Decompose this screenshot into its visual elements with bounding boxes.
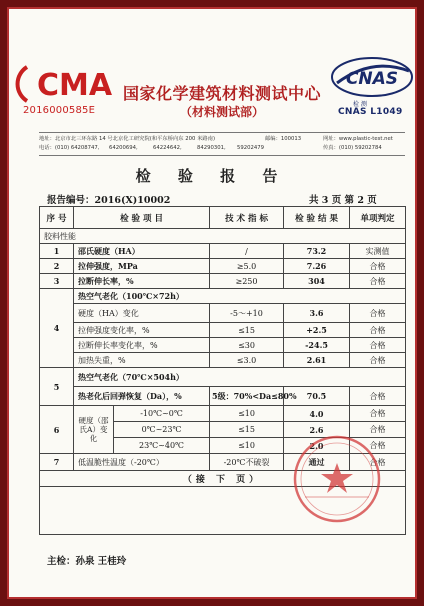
row-result: 3.6: [284, 304, 350, 323]
row-verdict: 合格: [350, 422, 406, 438]
row-group-heading: 热空气老化（70℃×504h）: [74, 368, 406, 387]
row-verdict: 合格: [350, 259, 406, 274]
report-page: [9, 9, 415, 597]
header-verdict: 单项判定: [350, 207, 406, 229]
row-item: 低温脆性温度（-20℃）: [74, 454, 210, 471]
header-no: 序 号: [40, 207, 74, 229]
phone-text-1: 电话：(010) 64208747,: [39, 145, 100, 151]
row-verdict: 合格: [350, 338, 406, 353]
organization-subtitle: （材料测试部）: [179, 105, 264, 119]
table-row: [40, 274, 406, 289]
row-item: 硬度（邵氏A）变化: [74, 406, 114, 454]
row-result: 2.6: [284, 422, 350, 438]
row-result: 73.2: [284, 244, 350, 259]
row-item: 硬度（HA）变化: [74, 304, 210, 323]
address-text: 地址：北京市北三环东路 14 号北京化工研究院(和平东桥向东 200 米路南): [39, 136, 216, 142]
row-spec: ≤10: [210, 438, 284, 454]
row-result: 2.0: [284, 438, 350, 454]
row-verdict: 合格: [350, 274, 406, 289]
table-row: [40, 387, 406, 406]
fax-text: 传真：(010) 59202784: [323, 145, 382, 151]
website-text: 网址：www.plastic-test.net: [323, 136, 393, 142]
row-subcondition: 23℃~40℃: [114, 438, 210, 454]
row-result: 304: [284, 274, 350, 289]
row-item: 拉断伸长率变化率，%: [74, 338, 210, 353]
postcode-text: 邮编：100013: [265, 136, 302, 142]
row-number: 1: [40, 244, 74, 259]
cnas-accreditation-code: CNAS L1049: [338, 107, 403, 117]
page-inner-border: [7, 7, 417, 599]
organization-title: 国家化学建筑材料测试中心: [122, 84, 321, 103]
row-spec: ≤15: [210, 323, 284, 338]
row-number: 5: [40, 368, 74, 406]
table-row: [40, 323, 406, 338]
row-result: 2.61: [284, 353, 350, 368]
row-result: 7.26: [284, 259, 350, 274]
row-verdict: 合格: [350, 304, 406, 323]
row-number: 4: [40, 289, 74, 368]
row-item: 拉断伸长率，%: [74, 274, 210, 289]
row-verdict: 合格: [350, 323, 406, 338]
row-item: 热老化后回弹恢复（Da），%: [74, 387, 210, 406]
row-result: +2.5: [284, 323, 350, 338]
row-spec: ≤10: [210, 406, 284, 422]
report-number: 报告编号：2016(X)10002: [47, 195, 171, 206]
row-subcondition: -10℃~0℃: [114, 406, 210, 422]
row-number: 7: [40, 454, 74, 471]
cma-certificate-code: 2016000585E: [23, 105, 96, 116]
phone-text-5: 59202479: [237, 145, 264, 151]
row-group-heading: 热空气老化（100℃×72h）: [74, 289, 406, 304]
row-number: 2: [40, 259, 74, 274]
row-spec: ≥5.0: [210, 259, 284, 274]
inspector-signature-line: 主检：孙泉 王桂玲: [47, 556, 127, 567]
table-row: [40, 244, 406, 259]
row-result: 4.0: [284, 406, 350, 422]
phone-text-2: 64200694,: [109, 145, 138, 151]
header-divider: [39, 132, 405, 133]
table-row: [40, 289, 406, 304]
table-header-row: [40, 207, 406, 229]
row-verdict: 合格: [350, 454, 406, 471]
row-verdict: 实测值: [350, 244, 406, 259]
cnas-caption: 检 测: [353, 101, 367, 108]
page-indicator: 共 3 页 第 2 页: [309, 195, 377, 206]
row-spec: ≤3.0: [210, 353, 284, 368]
cma-logo-text: CMA: [37, 68, 113, 103]
header-item: 检 验 项 目: [74, 207, 210, 229]
cma-logo-icon: [23, 61, 115, 107]
section-label: 胶料性能: [40, 229, 406, 244]
phone-text-4: 84290301,: [197, 145, 226, 151]
row-verdict: 合格: [350, 353, 406, 368]
table-row: [40, 259, 406, 274]
table-row: [40, 304, 406, 323]
row-verdict: 合格: [350, 387, 406, 406]
row-spec: -5～+10: [210, 304, 284, 323]
row-result: 70.5: [284, 387, 350, 406]
contact-block: [39, 135, 405, 153]
row-spec: 5级：70%<Da≤80%: [210, 387, 284, 406]
table-row: [40, 368, 406, 387]
cnas-logo-text: CNAS: [345, 69, 399, 89]
row-subcondition: 0℃~23℃: [114, 422, 210, 438]
table-row: [40, 406, 406, 422]
phone-text-3: 64224642,: [153, 145, 182, 151]
header-result: 检 验 结 果: [284, 207, 350, 229]
row-spec: -20℃不破裂: [210, 454, 284, 471]
cnas-logo-icon: [329, 55, 415, 99]
row-result: -24.5: [284, 338, 350, 353]
contact-divider: [39, 155, 405, 156]
row-result: 通过: [284, 454, 350, 471]
row-spec: ≤15: [210, 422, 284, 438]
document-title: 检 验 报 告: [135, 167, 289, 185]
row-number: 3: [40, 274, 74, 289]
row-verdict: 合格: [350, 406, 406, 422]
table-row: [40, 338, 406, 353]
row-item: 拉伸强度，MPa: [74, 259, 210, 274]
row-item: 加热失重，%: [74, 353, 210, 368]
row-spec: ≤30: [210, 338, 284, 353]
table-row: [40, 353, 406, 368]
row-item: 拉伸强度变化率，%: [74, 323, 210, 338]
row-verdict: 合格: [350, 438, 406, 454]
row-spec: ≥250: [210, 274, 284, 289]
table-row: [40, 229, 406, 244]
row-item: 邵氏硬度（HA）: [74, 244, 210, 259]
header-spec: 技 术 指 标: [210, 207, 284, 229]
row-number: 6: [40, 406, 74, 454]
official-seal-icon: [291, 433, 383, 525]
continued-notice: （接 下 页）: [40, 471, 406, 487]
row-spec: /: [210, 244, 284, 259]
